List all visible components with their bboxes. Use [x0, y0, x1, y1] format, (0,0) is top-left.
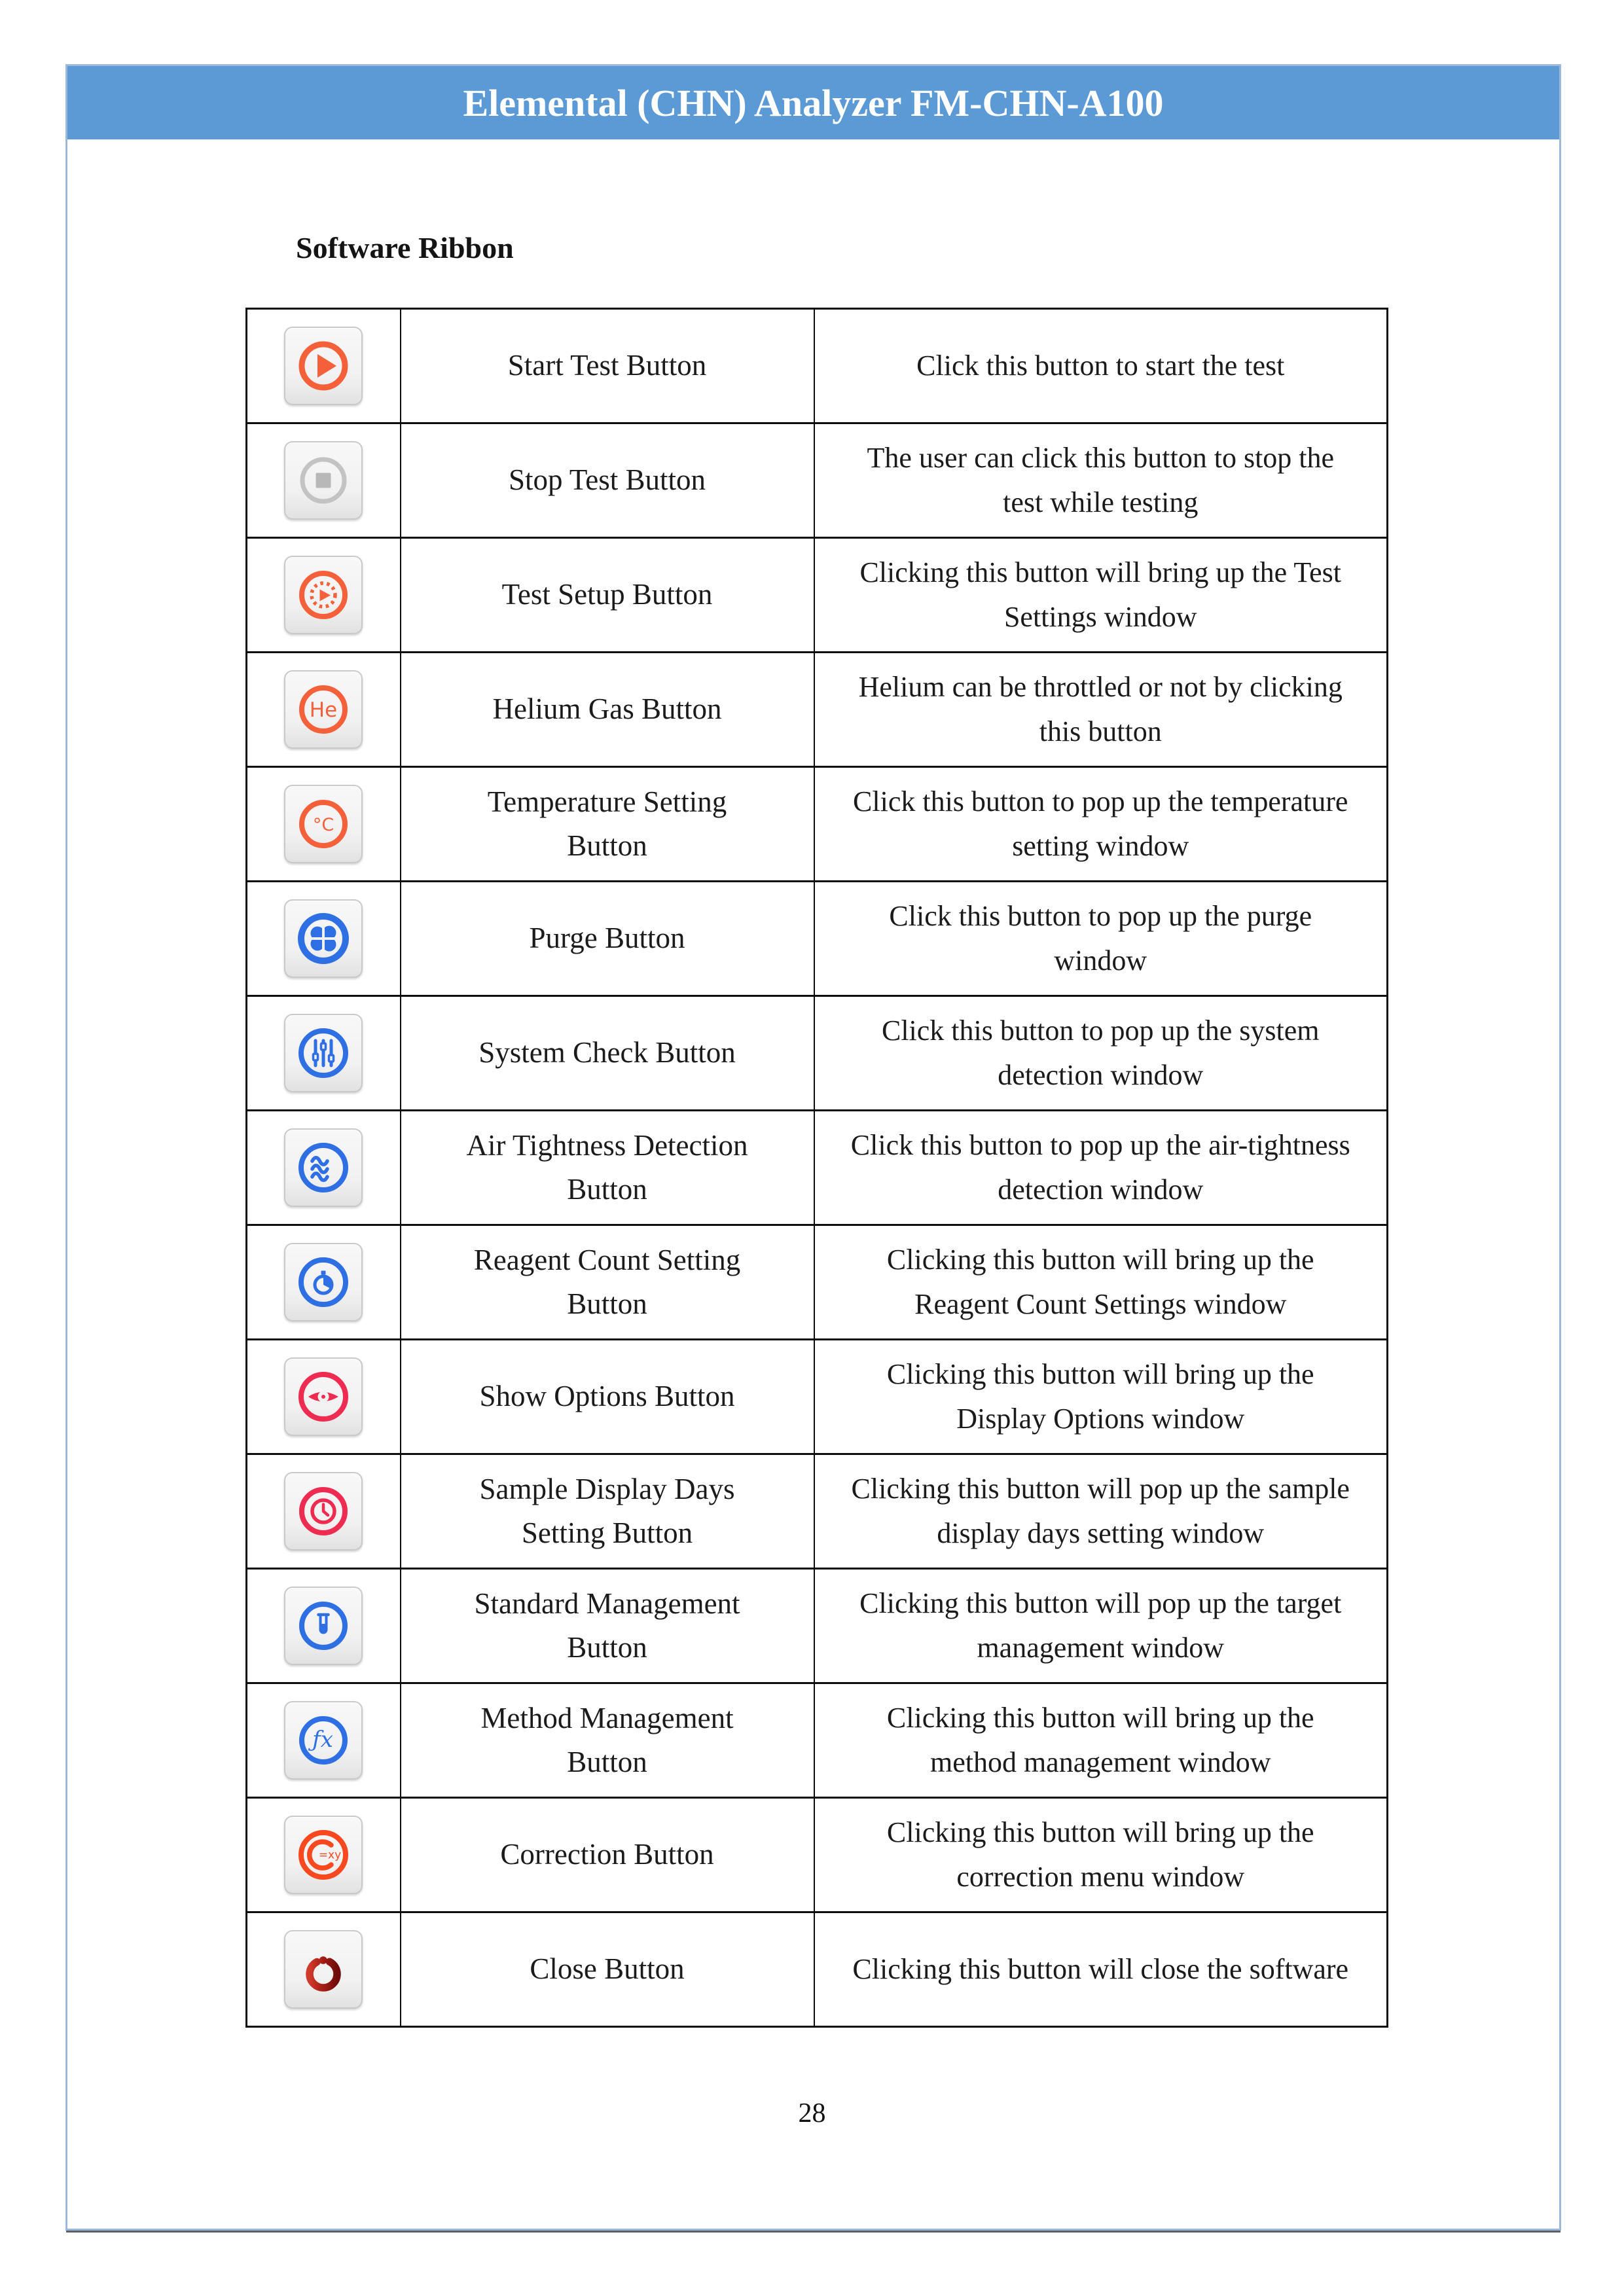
table-row: [247, 423, 1388, 538]
show-options-button: [284, 1357, 363, 1436]
button-name: Standard Management Button: [401, 1569, 814, 1683]
button-description: Clicking this button will pop up the target management window: [814, 1569, 1388, 1683]
table-row: [247, 1683, 1388, 1798]
button-name: Test Setup Button: [401, 538, 814, 653]
purge-icon: [292, 907, 355, 970]
button-description: Helium can be throttled or not by clicking this button: [814, 653, 1388, 767]
table-row: [247, 1912, 1388, 2027]
method-management-button: [284, 1701, 363, 1780]
icon-cell: [247, 1569, 401, 1683]
table-row: [247, 1111, 1388, 1225]
svg-text:ƒx: ƒx: [312, 1727, 334, 1753]
table-row: [247, 1798, 1388, 1912]
button-description: Click this button to pop up the purge window: [814, 882, 1388, 996]
temperature-setting-button: [284, 785, 363, 863]
button-name: Purge Button: [401, 882, 814, 996]
button-description: Click this button to pop up the temperature setting window: [814, 767, 1388, 882]
icon-cell: [247, 1683, 401, 1798]
software-ribbon-table: [245, 308, 1388, 2028]
test-setup-button: [284, 556, 363, 634]
start-test-button: [284, 327, 363, 405]
svg-text:=xy: =xy: [319, 1848, 342, 1862]
button-description: Clicking this button will pop up the sample display days setting window: [814, 1454, 1388, 1569]
button-name: Method Management Button: [401, 1683, 814, 1798]
header-banner: [67, 66, 1559, 139]
icon-cell: [247, 882, 401, 996]
button-name: Correction Button: [401, 1798, 814, 1912]
page-number: 28: [798, 2098, 826, 2128]
button-description: Clicking this button will bring up the correction menu window: [814, 1798, 1388, 1912]
sample-display-days-button: [284, 1472, 363, 1551]
button-description: Clicking this button will bring up the Reagent Count Settings window: [814, 1225, 1388, 1340]
table-row: [247, 538, 1388, 653]
icon-cell: [247, 309, 401, 423]
close-icon: [292, 1938, 355, 2001]
button-name: Helium Gas Button: [401, 653, 814, 767]
method-management-icon: [292, 1709, 355, 1772]
correction-button: [284, 1816, 363, 1894]
system-check-button: [284, 1014, 363, 1092]
button-name: Stop Test Button: [401, 423, 814, 538]
button-name: Air Tightness Detection Button: [401, 1111, 814, 1225]
icon-cell: [247, 1111, 401, 1225]
button-description: The user can click this button to stop the test while testing: [814, 423, 1388, 538]
svg-text:He: He: [310, 698, 338, 722]
icon-cell: [247, 996, 401, 1111]
icon-cell: [247, 767, 401, 882]
icon-cell: [247, 653, 401, 767]
temperature-setting-icon: [292, 793, 355, 855]
air-tightness-icon: [292, 1136, 355, 1199]
button-description: Click this button to start the test: [814, 309, 1388, 423]
close-button: [284, 1930, 363, 2009]
section-heading: Software Ribbon: [296, 231, 514, 264]
page-title: Elemental (CHN) Analyzer FM-CHN-A100: [463, 81, 1164, 124]
button-description: Clicking this button will bring up the method management window: [814, 1683, 1388, 1798]
table-row: [247, 882, 1388, 996]
table-row: [247, 309, 1388, 423]
icon-cell: [247, 538, 401, 653]
start-test-icon: [292, 334, 355, 397]
stop-test-button: [284, 441, 363, 520]
button-name: Start Test Button: [401, 309, 814, 423]
button-description: Click this button to pop up the air-tightness detection window: [814, 1111, 1388, 1225]
button-name: Show Options Button: [401, 1340, 814, 1454]
table-row: [247, 1454, 1388, 1569]
button-name: System Check Button: [401, 996, 814, 1111]
standard-management-button: [284, 1587, 363, 1665]
icon-cell: [247, 1454, 401, 1569]
table-row: [247, 653, 1388, 767]
button-name: Close Button: [401, 1912, 814, 2027]
air-tightness-button: [284, 1128, 363, 1207]
standard-management-icon: [292, 1594, 355, 1657]
button-description: Clicking this button will close the software: [814, 1912, 1388, 2027]
table-row: [247, 767, 1388, 882]
table-row: [247, 996, 1388, 1111]
icon-cell: [247, 1225, 401, 1340]
purge-button: [284, 899, 363, 978]
helium-gas-button: [284, 670, 363, 749]
button-description: Clicking this button will bring up the Test Settings window: [814, 538, 1388, 653]
button-description: Click this button to pop up the system detection window: [814, 996, 1388, 1111]
icon-cell: [247, 1798, 401, 1912]
stop-test-icon: [292, 449, 355, 512]
system-check-icon: [292, 1022, 355, 1085]
icon-cell: [247, 423, 401, 538]
button-name: Temperature Setting Button: [401, 767, 814, 882]
correction-icon: [292, 1823, 355, 1886]
table-row: [247, 1340, 1388, 1454]
table-row: [247, 1569, 1388, 1683]
icon-cell: [247, 1912, 401, 2027]
test-setup-icon: [292, 564, 355, 626]
reagent-count-button: [284, 1243, 363, 1321]
svg-text:°C: °C: [313, 815, 334, 835]
button-description: Clicking this button will bring up the Display Options window: [814, 1340, 1388, 1454]
icon-cell: [247, 1340, 401, 1454]
table-row: [247, 1225, 1388, 1340]
reagent-count-icon: [292, 1251, 355, 1314]
show-options-icon: [292, 1365, 355, 1428]
sample-display-days-icon: [292, 1480, 355, 1543]
button-name: Reagent Count Setting Button: [401, 1225, 814, 1340]
button-name: Sample Display Days Setting Button: [401, 1454, 814, 1569]
helium-gas-icon: [292, 678, 355, 741]
